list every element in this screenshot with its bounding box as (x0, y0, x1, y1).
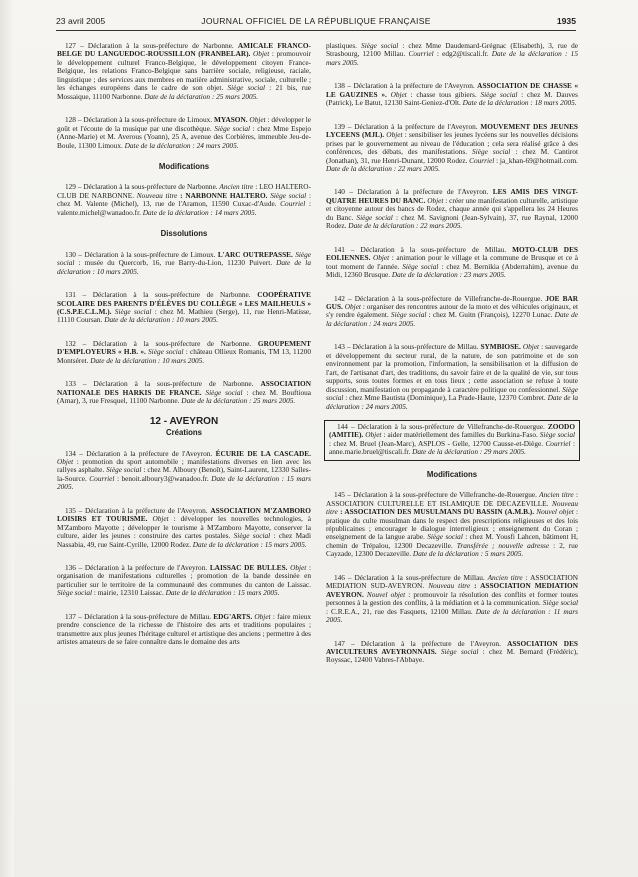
entry-137: 137 – Déclaration à la sous-préfecture de Millau. EDG'ARTS. Objet : faire mieux prendre conscience de la richesse de l'histoire des arts et traditions populaires ; transmettre aux plus jeunes l'héritage culturel et artistique des anciens ; permettre à des artistes amateurs de se faire connaître dans le domaine des arts (57, 611, 311, 647)
entry-147: 147 – Déclaration à la préfecture de l'Aveyron. ASSOCIATION DES AVICULTEURS AVEYRONNAIS. Siège social : chez M. Bernard (Frédéric), Royssac, 12400 Vabres-l'Abbaye. (326, 638, 578, 665)
left-column (57, 42, 311, 662)
entry-145: 145 – Déclaration à la sous-préfecture de Villefranche-de-Rouergue. Ancien titre : ASSOCIATION CULTURELLE ET ISLAMIQUE DE DECAZEVILLE. Nouveau titre : ASSOCIATION DES MUSULMANS DU BASSIN (A.M.B.). Nouvel objet : pratique du culte musulman dans le respect des prescriptions religieuses et des lois républicaines ; encourager le dialogue interreligieux ; enseignement du Coran ; enseignement de la langue arabe. Siège social : chez M. Yousfi Lahcen, bâtiment H, chemin de Trépalou, 12300 Decazeville. Transférée ; nouvelle adresse : 2, rue Cayzade, 12300 Decazeville. Date de la déclaration : 5 mars 2005. (326, 490, 578, 559)
page-number: 1935 (556, 16, 576, 26)
entry-140: 140 – Déclaration à la préfecture de l'Aveyron. LES AMIS DES VINGT-QUATRE HEURES DU BANC. Objet : créer une manifestation culturelle, artistique et citoyenne autour des bancs de Rodez, chaque année qui s'appellera les 24 Heures du Banc. Siège social : chez M. Savignoni (Jean-Sylvain), 37, rue Raynal, 12000 Rodez. Date de la déclaration : 22 mars 2005. (326, 187, 578, 231)
right-column (326, 42, 578, 680)
department-heading: 12 - AVEYRON (149, 415, 219, 427)
section-heading-modifications: Modifications (158, 161, 210, 171)
entry-137-continued: plastiques. Siège social : chez Mme Daudemard-Grégnac (Elisabeth), 3, rue de Strasbourg, 12100 Millau. Courriel : edg2@tiscali.fr. Date de la déclaration : 15 mars 2005. (326, 41, 578, 67)
entry-146: 146 – Déclaration à la sous-préfecture de Millau. Ancien titre : ASSOCIATION MEDIATION SUD-AVEYRON. Nouveau titre : ASSOCIATION MEDIATION AVEYRON. Nouvel objet : promouvoir la résolution des conflits et former toutes personnes à la gestion des conflits, à la médiation et à la communication. Siège social : C.R.E.A., 21, rue des Fasquets, 12100 Millau. Date de la déclaration : 11 mars 2005. (326, 572, 579, 625)
entry-139: 139 – Déclaration à la préfecture de l'Aveyron. MOUVEMENT DES JEUNES LYCEENS (MJL). Objet : sensibiliser les jeunes lycéens sur les nouvelles décisions prises par le gouvernement au niveau de l'éducation ; cela sera réalisé grâce à des conférences, des débats, des manifestations. Siège social : chez M. Cantirot (Jonathan), 31, rue Henri-Dunant, 12000 Rodez. Courriel : ja_khan-69@hotmail.com. Date de la déclaration : 22 mars 2005. (326, 121, 578, 173)
header-title: JOURNAL OFFICIEL DE LA RÉPUBLIQUE FRANÇAISE (201, 16, 431, 26)
scan-shadow (0, 0, 14, 877)
entry-143: 143 – Déclaration à la sous-préfecture de Millau. SYMBIOSE. Objet : sauvegarde et développement du secteur rural, de la nature, de son patrimoine et de son environnement par la promotion, l'information, la sensibilisation et la diffusion de l'art, de l'artisanat d'art, des traditions, du savoir faire et de la qualité de vie, sur tous supports, sous toutes formes et en tous lieux ; cette association se refuse à toute discussion, manifestation ou propagande à caractère politique ou confessionnel. Siège social : chez Mme Bautista (Dominique), La Prade-Haute, 12370 Combret. Date de la déclaration : 24 mars 2005. (326, 342, 578, 411)
section-heading-modifications-right: Modifications (426, 469, 478, 479)
entry-134: 134 – Déclaration à la préfecture de l'Aveyron. ÉCURIE DE LA CASCADE. Objet : promotion du sport automobile ; manifestations diverses en lien avec les rallyes asphalte. Siège social : chez M. Alboury (Benoît), Saint-Laurent, 12330 Salles-la-Source. Courriel : benoit.alboury3@wanadoo.fr. Date de la déclaration : 15 mars 2005. (57, 448, 312, 492)
entry-130: 130 – Déclaration à la sous-préfecture de Limoux. L'ARC OUTREPASSE. Siège social : musée du Quercorb, 16, rue Barry-du-Lion, 11230 Puivert. Date de la déclaration : 10 mars 2005. (57, 249, 311, 276)
entry-131: 131 – Déclaration à la sous-préfecture de Narbonne. COOPÉRATIVE SCOLAIRE DES PARENTS D'ÉLÈVES DU COLLÈGE « LES MAILHEULS » (C.S.P.E.C.L.M.). Siège social : chez M. Mathieu (Serge), 11, rue Henri-Matisse, 11110 Coursan. Date de la déclaration : 10 mars 2005. (57, 290, 311, 325)
entry-136: 136 – Déclaration à la préfecture de l'Aveyron. LAISSAC DE BULLES. Objet : organisation de manifestations culturelles ; promotion de la bande dessinée en particulier sur le territoire de la communauté des communes du canton de Laissac. Siège social : mairie, 12310 Laissac. Date de la déclaration : 15 mars 2005. (57, 563, 311, 598)
section-heading-dissolutions: Dissolutions (160, 229, 208, 239)
section-heading-creations: Créations (166, 428, 202, 438)
entry-129: 129 – Déclaration à la sous-préfecture de Narbonne. Ancien titre : LEO HALTERO-CLUB DE NARBONNE. Nouveau titre : NARBONNE HALTERO. Siège social : chez M. Valente (Michel), 13, rue de l'Aramon, 11590 Cuxac-d'Aude. Courriel : valente.michel@wanadoo.fr. Date de la déclaration : 14 mars 2005. (57, 182, 311, 217)
entry-141: 141 – Déclaration à la sous-préfecture de Millau. MOTO-CLUB DES EOLIENNES. Objet : animation pour le village et la commune de Brusque et ce à tout moment de l'année. Siège social : chez M. Bernikia (Abderrahim), avenue du Midi, 12360 Brusque. Date de la déclaration : 23 mars 2005. (326, 244, 578, 280)
header-date: 23 avril 2005 (56, 16, 106, 26)
entry-135: 135 – Déclaration à la préfecture de l'Aveyron. ASSOCIATION M'ZAMBORO LOISIRS ET TOURISME. Objet : développer les nouvelles technologies, à M'Zamboro Mayotte ; développer le tourisme à M'Zamboro Mayotte, conserver la culture, aider les jeunes : construire des cartes postales. Siège social : chez Madi Nassabia, 49, rue Saint-Cyrille, 12000 Rodez. Date de la déclaration : 15 mars 2005. (57, 505, 312, 549)
entry-144: 144 – Déclaration à la sous-préfecture de Villefranche-de-Rouergue. ZOODO (AMITIE). Objet : aider matériellement des familles du Burkina-Faso. Siège social : chez M. Bruel (Jean-Marc), ASPLOS - Gelle, 12700 Causse-et-Diège. Courriel : anne.marie.bruel@tiscali.fr. Date de la déclaration : 29 mars 2005. (324, 420, 580, 461)
entry-142: 142 – Déclaration à la sous-préfecture de Villefranche-de-Rouergue. JOE BAR GUS. Objet : organiser des rencontres autour de la moto et des véhicules originaux, et s'y rendre également. Siège social : chez M. Guitn (François), 12270 Lunac. Date de la déclaration : 24 mars 2005. (326, 293, 579, 328)
page-header (56, 16, 576, 31)
entry-138: 138 – Déclaration à la préfecture de l'Aveyron. ASSOCIATION DE CHASSE « LE GAUZINES ». Objet : chasse tous gibiers. Siège social : chez M. Dauves (Patrick), Le Batut, 12130 Saint-Geniez-d'Olt. Date de la déclaration : 18 mars 2005. (326, 81, 579, 108)
entry-132: 132 – Déclaration à la sous-préfecture de Narbonne. GROUPEMENT D'EMPLOYEURS « H.B. ». Siège social : château Ollieux Romanis, TM 13, 11200 Montséret. Date de la déclaration : 10 mars 2005. (57, 338, 311, 365)
entry-128: 128 – Déclaration à la sous-préfecture de Limoux. MYASON. Objet : développer le goût et l'écoute de la musique par une discothèque. Siège social : chez Mme Espejo (Anne-Marie) et M. Averous (Yoann), 25 A, avenue des Corbières, immeuble Jeu-de-Boule, 11300 Limoux. Date de la déclaration : 24 mars 2005. (57, 115, 312, 150)
entry-127: 127 – Déclaration à la sous-préfecture de Narbonne. AMICALE FRANCO-BELGE DU LANGUEDOC-ROUSSILLON (FRANBELAR). Objet : promouvoir le développement culturel Franco-Belgique, le développement citoyen France-Belgique, les relations Franco-Belgique sans barrière sociale, religieuse, raciale, linguistique ; des services aux membres en matière administrative, sociale, culturelle ; les échanges européens dans le cadre de son objet. Siège social : 21 bis, rue Mossaique, 11100 Narbonne. Date de la déclaration : 25 mars 2005. (57, 41, 311, 101)
entry-133: 133 – Déclaration à la sous-préfecture de Narbonne. ASSOCIATION NATIONALE DES HARKIS DE FRANCE. Siège social : chez M. Bouftioua (Amar), 3, rue Fresquel, 11100 Narbonne. Date de la déclaration : 25 mars 2005. (57, 379, 311, 406)
